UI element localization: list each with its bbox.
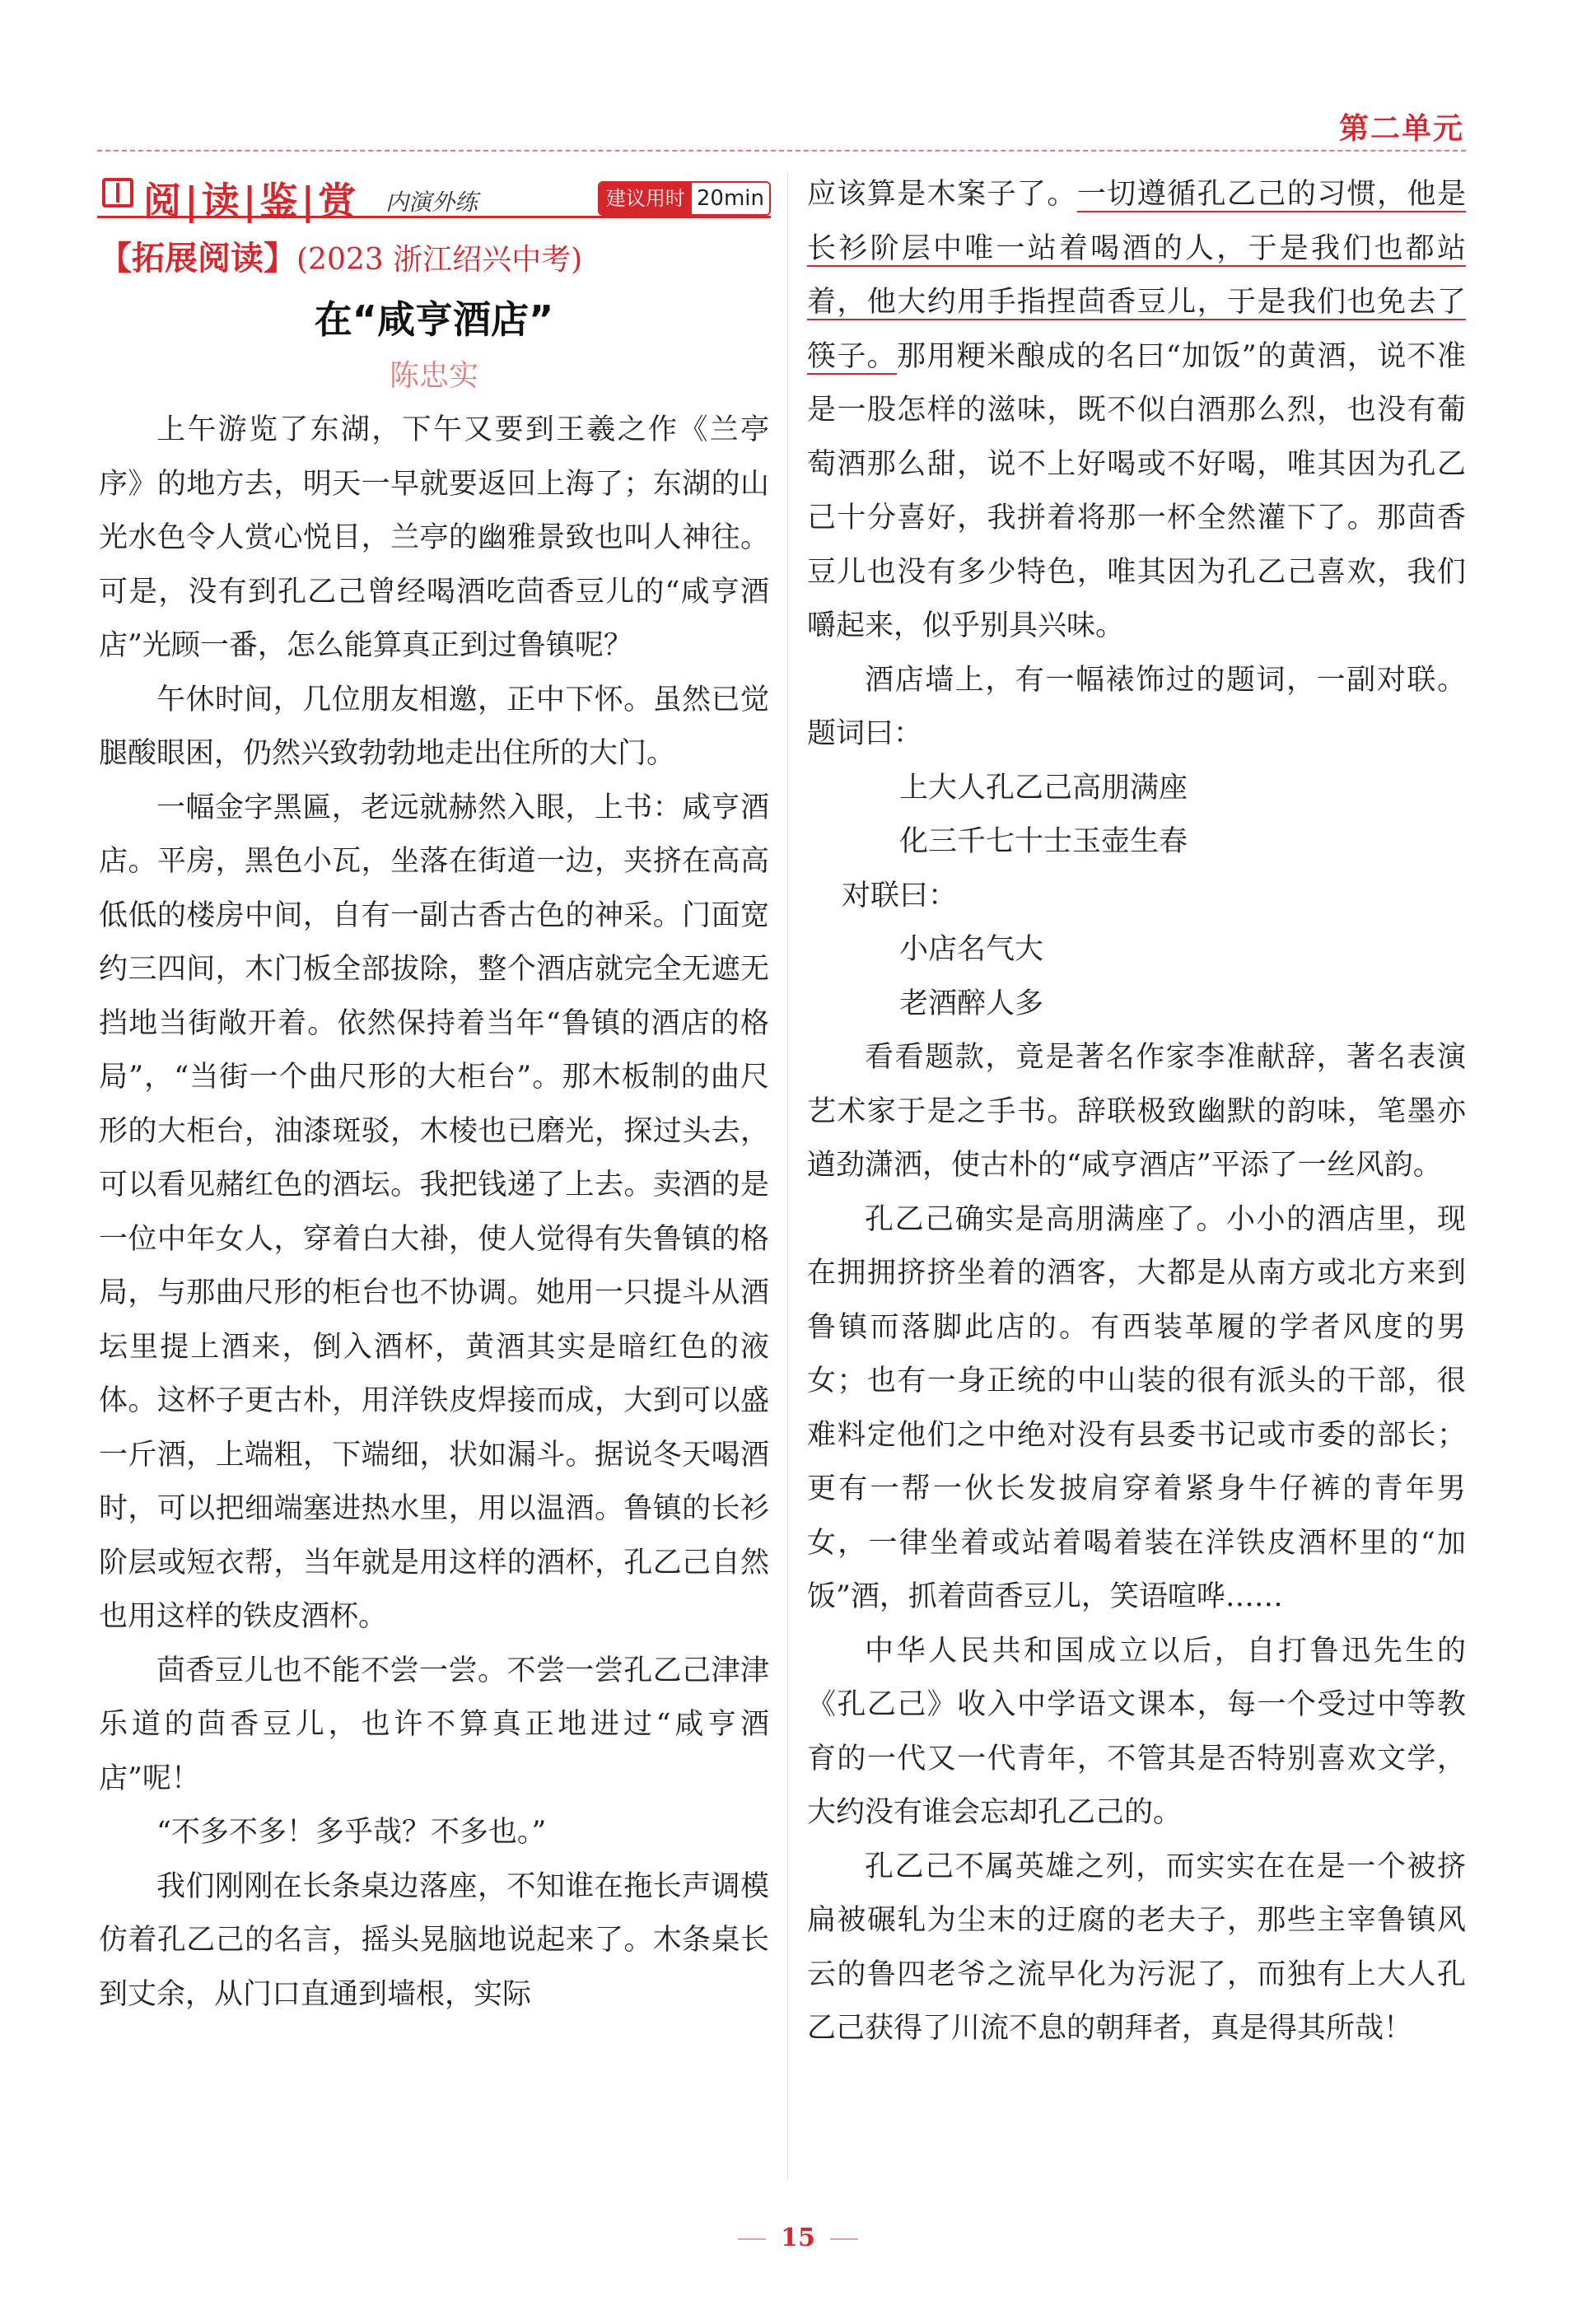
right-column [807, 168, 1466, 2056]
left-column [99, 404, 769, 2022]
reading-subhead [99, 232, 582, 279]
inscription-line: 上大人孔乙己高朋满座 [899, 771, 1188, 805]
header-divider [97, 150, 1466, 152]
section-subtitle: 内演外练 [385, 189, 478, 216]
article-author: 陈忠实 [389, 359, 478, 393]
paragraph: 孔乙己确实是高朋满座了。小小的酒店里，现在拥拥挤挤坐着的酒客，大都是从南方或北方来到鲁镇而落脚此店的。有西装革履的学者风度的男女；也有一身正统的中山装的很有派头的干部，很难料定他们之中绝对没有县委书记或市委的部长；更有一帮一伙长发披肩穿着紧身牛仔裤的青年男女，一律坐着或站着喝着装在洋铁皮酒杯里的“加饭”酒，抓着茴香豆儿，笑语喧哗…… [807, 1202, 1466, 1613]
paragraph: 孔乙己不属英雄之列，而实实在在是一个被挤扁被碾轧为尘末的迂腐的老夫子，那些主宰鲁镇风云的鲁四老爷之流早化为污泥了，而独有上大人孔乙己获得了川流不息的朝拜者，真是得其所哉！ [807, 1850, 1466, 2045]
time-badge [598, 181, 771, 216]
couplet-line: 老酒醉人多 [899, 987, 1044, 1020]
paragraph: “不多不多！多乎哉？不多也。” [156, 1816, 547, 1849]
section-title: 阅|读|鉴|赏 [143, 179, 360, 223]
paragraph: 中华人民共和国成立以后，自打鲁迅先生的《孔乙己》收入中学语文课本，每一个受过中等教育的一代又一代青年，不管其是否特别喜欢文学，大约没有谁会忘却孔乙己的。 [807, 1634, 1466, 1829]
column-divider [787, 171, 788, 2181]
inscription-line: 化三千七十士玉壶生春 [899, 825, 1188, 858]
page-number: 15 [0, 2223, 1596, 2252]
text-run: 那用粳米酿成的名曰“加饭”的黄酒，说不准是一股怎样的滋味，既不似白酒那么烈，也没有葡萄酒那么甜，说不上好喝或不好喝，唯其因为孔乙己十分喜好，我拼着将那一杯全然灌下了。那茴香豆儿也没有多少特色，唯其因为孔乙己喜欢，我们嚼起来，似乎别具兴味。 [807, 339, 1466, 642]
underlined-sentence: 一切遵循孔乙己的习惯，他是长衫阶层中唯一站着喝酒的人，于是我们也都站着，他大约用手指捏茴香豆儿，于是我们也免去了筷子。 [807, 178, 1466, 373]
paragraph: 我们刚刚在长条桌边落座，不知谁在拖长声调模仿着孔乙己的名言，摇头晃脑地说起来了。木条桌长到丈余，从门口直通到墙根，实际 [99, 1869, 769, 2011]
unit-header: 第二单元 [1338, 112, 1464, 146]
time-label: 建议用时 [600, 183, 692, 214]
subhead-source: (2023 浙江绍兴中考) [296, 243, 583, 277]
paragraph: 上午游览了东湖，下午又要到王羲之作《兰亭序》的地方去，明天一早就要返回上海了；东湖的山光水色令人赏心悦目，兰亭的幽雅景致也叫人神往。可是，没有到孔乙己曾经喝酒吃茴香豆儿的“咸亨酒店”光顾一番，怎么能算真正到过鲁镇呢？ [99, 413, 769, 662]
couplet-label: 对联曰： [842, 879, 958, 912]
paragraph: 看看题款，竟是著名作家李准献辞，著名表演艺术家于是之手书。辞联极致幽默的韵味，笔墨亦遒劲潇洒，使古朴的“咸亨酒店”平添了一丝风韵。 [807, 1041, 1466, 1182]
text-run: 应该算是木案子了。 [807, 178, 1077, 211]
paragraph: 酒店墙上，有一幅裱饰过的题词，一副对联。题词曰： [807, 663, 1466, 750]
paragraph: 一幅金字黑匾，老远就赫然入眼，上书：咸亨酒店。平房，黑色小瓦，坐落在街道一边，夹挤在高高低低的楼房中间，自有一副古香古色的神采。门面宽约三四间，木门板全部拔除，整个酒店就完全无遮无挡地当街敞开着。依然保持着当年“鲁镇的酒店的格局”，“当街一个曲尺形的大柜台”。那木板制的曲尺形的大柜台，油漆斑驳，木棱也已磨光，探过头去，可以看见赭红色的酒坛。我把钱递了上去。卖酒的是一位中年女人，穿着白大褂，使人觉得有失鲁镇的格局，与那曲尺形的柜台也不协调。她用一只提斗从酒坛里提上酒来，倒入酒杯，黄酒其实是暗红色的液体。这杯子更古朴，用洋铁皮焊接而成，大到可以盛一斤酒，上端粗，下端细，状如漏斗。据说冬天喝酒时，可以把细端塞进热水里，用以温酒。鲁镇的长衫阶层或短衣帮，当年就是用这样的酒杯，孔乙己自然也用这样的铁皮酒杯。 [99, 791, 769, 1633]
subhead-label: 【拓展阅读】 [99, 239, 296, 278]
paragraph [807, 168, 1466, 654]
section-bar [97, 171, 771, 223]
paragraph: 午休时间，几位朋友相邀，正中下怀。虽然已觉腿酸眼困，仍然兴致勃勃地走出住所的大门。 [99, 683, 769, 770]
paragraph: 茴香豆儿也不能不尝一尝。不尝一尝孔乙己津津乐道的茴香豆儿，也许不算真正地进过“咸亨酒店”呢！ [99, 1654, 769, 1795]
book-icon [102, 178, 133, 208]
couplet-line: 小店名气大 [899, 933, 1044, 966]
time-value: 20min [692, 183, 769, 214]
article-title: 在“咸亨酒店” [314, 297, 554, 342]
